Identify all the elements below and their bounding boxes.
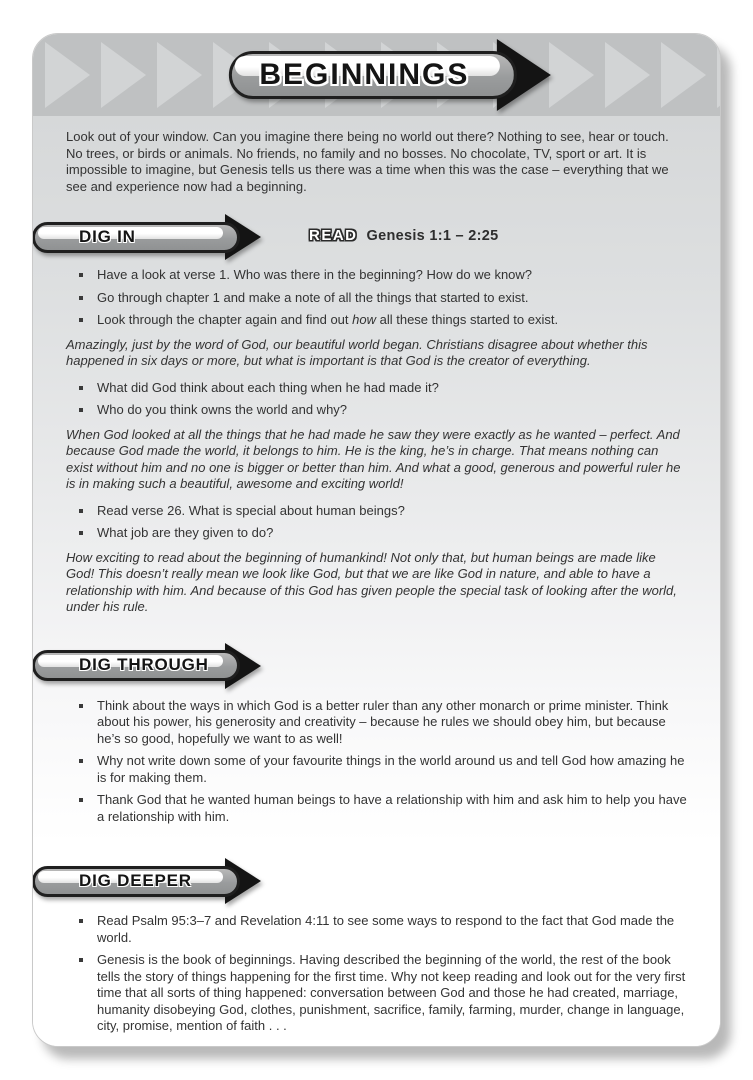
section-title-dig-through: DIG THROUGH	[79, 655, 209, 675]
section-banner-dig-deeper	[32, 858, 687, 904]
commentary-note: Amazingly, just by the word of God, our beautiful world began. Christians disagree about whether this happened in six days or more, but what is important is that God is the creator of everything.	[66, 336, 648, 368]
bullet-text: Who do you think owns the world and why?	[97, 402, 348, 417]
read-reference: Genesis 1:1 – 2:25	[366, 227, 499, 244]
section-title-dig-deeper: DIG DEEPER	[79, 870, 192, 890]
dig-in-pill	[32, 222, 240, 253]
section-banner-dig-in	[32, 214, 261, 260]
bullet-text: Read verse 26. What is special about human beings?	[97, 502, 405, 518]
intro-paragraph: Look out of your window. Can you imagine there being no world out there? Nothing to see, hear or touch. No trees, or birds or animals. No friends, no family and no bosses. No chocolate, TV, sport or art. It is impossible to imagine, but Genesis tells us there was a time when this was the case – everything that we see and experience now had a beginning.	[66, 129, 669, 194]
bullet-text: What did God think about each thing when he had made it?	[97, 379, 439, 395]
dig-in-row	[66, 214, 687, 260]
triangle-icon	[661, 42, 706, 108]
bullet-text: Look through the chapter again and find out	[97, 312, 353, 327]
header-band	[33, 34, 720, 116]
dig-deeper-bullet-list	[66, 913, 687, 1035]
triangle-icon	[101, 42, 146, 108]
title-banner	[228, 39, 550, 111]
bullet-item	[66, 380, 687, 397]
bullet-text: all these things started to exist.	[376, 312, 559, 327]
bullet-text: Have a look at verse 1. Who was there in the beginning? How do we know?	[97, 267, 533, 282]
section-banner-dig-through	[32, 643, 687, 689]
bullet-item	[66, 290, 687, 307]
dig-in-bullet-list-1	[66, 267, 687, 329]
bullet-item	[66, 503, 687, 520]
bullet-item	[66, 753, 687, 786]
commentary-note: When God looked at all the things that he had made he saw they were exactly as he wanted – perfect. And because God made the world, it belongs to him. He is the king, he’s in charge. That means nothing can exist without him and no one is bigger or better than him. And what a good, generous and powerful ruler he is in making such a beautiful, awesome and exciting world!	[66, 426, 681, 491]
triangle-icon	[549, 42, 594, 108]
dig-through-pill	[32, 650, 240, 681]
triangle-icon	[45, 42, 90, 108]
worksheet-card	[32, 33, 721, 1047]
bullet-text: Thank God that he wanted human beings to have a relationship with him and ask him to help you have a relationship with him.	[97, 792, 687, 824]
triangle-icon	[605, 42, 650, 108]
bullet-text: Read Psalm 95:3–7 and Revelation 4:11 to see some ways to respond to the fact that God made the world.	[97, 913, 675, 945]
bullet-item	[66, 952, 687, 1035]
bullet-text: Think about the ways in which God is a better ruler than any other monarch or prime minister. Think about his power, his generosity and creativity – because he rules we should obey him, but because he’s so good, hopefully we want to as well!	[97, 697, 669, 746]
bullet-item	[66, 525, 687, 542]
bullet-item	[66, 698, 687, 748]
bullet-text: What job are they given to do?	[97, 525, 274, 540]
title-pill	[228, 51, 516, 99]
bullet-text: Why not write down some of your favourite things in the world around us and tell God how amazing he is for making them.	[97, 753, 685, 785]
dig-deeper-pill	[32, 866, 240, 897]
triangle-icon	[157, 42, 202, 108]
bullet-item	[66, 792, 687, 825]
dig-through-bullet-list	[66, 698, 687, 826]
bullet-item	[66, 402, 687, 419]
page-title: BEGINNINGS	[259, 58, 470, 91]
bullet-item	[66, 267, 687, 284]
bullet-text: Genesis is the book of beginnings. Having described the beginning of the world, the rest of the book tells the story of things happening for the first time. Why not keep reading and look out for the very first time that all sorts of thing happened: conversation between God and those he had created, marriage, humanity disobeying God, clothes, punishment, sacrifice, family, farming, murder, change in language, city, promise, mention of faith . . .	[97, 952, 686, 1033]
section-title-dig-in: DIG IN	[79, 226, 136, 246]
read-label: READ	[309, 226, 358, 244]
bullet-text-italic: how	[352, 312, 376, 327]
page-content	[33, 116, 720, 1047]
read-reference-line	[309, 228, 498, 247]
dig-in-bullet-list-2	[66, 380, 687, 419]
bullet-item	[66, 312, 687, 329]
triangle-icon	[717, 42, 720, 108]
bullet-text: Go through chapter 1 and make a note of all the things that started to exist.	[97, 289, 529, 305]
dig-in-bullet-list-3	[66, 503, 687, 542]
bullet-item	[66, 913, 687, 946]
commentary-note: How exciting to read about the beginning of humankind! Not only that, but human beings are made like God! This doesn’t really mean we look like God, but that we are like God in nature, and able to have a relationship with him. And because of this God has given people the special task of looking after the world, under his rule.	[66, 549, 677, 614]
